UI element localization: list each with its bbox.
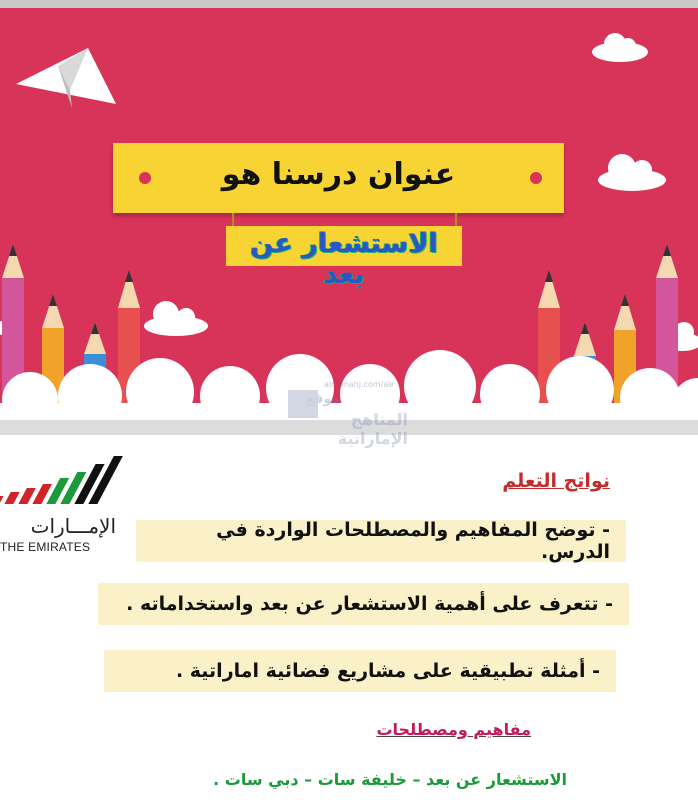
learning-outcomes-title: نواتج التعلم	[502, 470, 610, 492]
lesson-banner	[0, 8, 698, 448]
outcome-item: - تتعرف على أهمية الاستشعار عن بعد واستخداماته .	[98, 583, 629, 625]
outcome-item: - أمثلة تطبيقية على مشاريع فضائية اماراتية .	[104, 650, 616, 692]
outcome-item: - توضح المفاهيم والمصطلحات الواردة في الدرس.	[136, 520, 626, 562]
watermark-line1: موقع	[306, 392, 340, 407]
flag-stripes-icon	[0, 452, 118, 514]
concepts-terms-title: مفاهيم ومصطلحات	[376, 720, 531, 739]
watermark-url: almanahj.com/ae	[324, 380, 394, 389]
banner-illustration	[0, 8, 698, 435]
title-card	[113, 143, 564, 213]
logo-arabic-text: الإمـــارات	[30, 514, 116, 538]
lesson-subtitle: الاستشعار عن بعد	[250, 228, 438, 290]
paper-plane-icon	[16, 48, 116, 108]
concepts-terms-list: الاستشعار عن بعد – خليفة سات – دبي سات .	[213, 770, 567, 789]
emirates-logo	[0, 452, 118, 552]
top-border	[0, 0, 698, 8]
watermark-line2: المناهج الإماراتية	[337, 410, 408, 448]
subtitle-card	[226, 226, 462, 290]
lesson-title: عنوان درسنا هو	[221, 157, 456, 192]
logo-english-text: THE EMIRATES	[0, 540, 91, 554]
site-watermark	[288, 380, 408, 448]
